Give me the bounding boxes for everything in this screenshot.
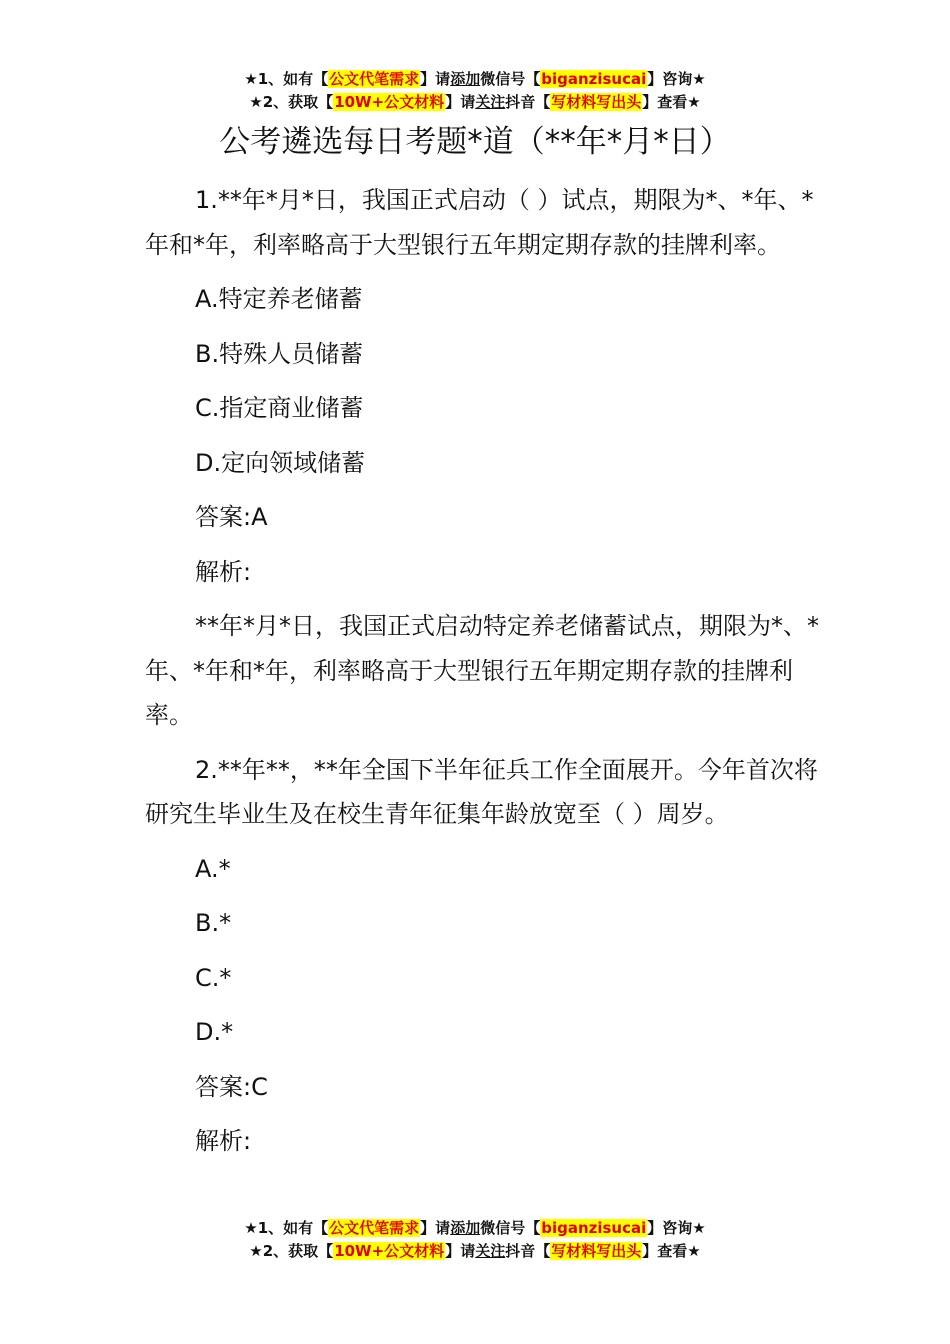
option-d: D.* <box>195 1018 234 1046</box>
option-c: C.* <box>195 963 232 992</box>
banner-text: 】请 <box>445 93 476 111</box>
banner-text: ★1、如有【 <box>244 70 329 88</box>
header-banner <box>0 68 950 114</box>
banner-text: 微信号【 <box>480 70 541 88</box>
answer: 答案:C <box>195 1072 268 1101</box>
banner-line-1 <box>0 1217 950 1240</box>
banner-highlight: 写材料写出头 <box>551 93 642 111</box>
banner-highlight: 10W+公文材料 <box>334 1242 445 1260</box>
banner-text: ★2、获取【 <box>249 93 334 111</box>
banner-text: 微信号【 <box>480 1219 541 1237</box>
banner-highlight: biganzisucai <box>541 70 647 88</box>
question-stem: 2.**年**，**年全国下半年征兵工作全面展开。今年首次将研究生毕业生及在校生青年征集年龄放宽至（ ）周岁。 <box>145 755 818 828</box>
analysis-label: 解析: <box>195 1127 252 1155</box>
banner-underlined: 添加 <box>450 1219 481 1237</box>
banner-text: 】请 <box>420 70 451 88</box>
banner-line-2 <box>0 91 950 114</box>
banner-text: ★2、获取【 <box>249 1242 334 1260</box>
banner-text: 抖音【 <box>505 93 551 111</box>
banner-line-2 <box>0 1240 950 1263</box>
banner-highlight: 公文代笔需求 <box>329 70 420 88</box>
option-d: D.定向领域储蓄 <box>195 448 366 477</box>
banner-text: 】查看★ <box>642 1242 701 1260</box>
banner-text: 】请 <box>445 1242 476 1260</box>
banner-highlight: 公文代笔需求 <box>329 1219 420 1237</box>
banner-text: 】咨询★ <box>647 1219 706 1237</box>
banner-line-1 <box>0 68 950 91</box>
analysis-label: 解析: <box>195 557 252 586</box>
banner-underlined: 关注 <box>475 1242 506 1260</box>
banner-underlined: 关注 <box>475 93 506 111</box>
analysis-text: **年*月*日，我国正式启动特定养老储蓄试点，期限为*、*年、*年和*年，利率略高于大型银行五年期定期存款的挂牌利率。 <box>145 612 819 729</box>
banner-text: ★1、如有【 <box>244 1219 329 1237</box>
option-a: A.* <box>195 854 231 883</box>
banner-highlight: 写材料写出头 <box>551 1242 642 1260</box>
document-body <box>145 178 825 1174</box>
answer: 答案:A <box>195 503 268 531</box>
banner-text: 】查看★ <box>642 93 701 111</box>
option-a: A.特定养老储蓄 <box>195 285 363 313</box>
banner-highlight: biganzisucai <box>541 1219 647 1237</box>
page-title: 公考遴选每日考题*道（**年*月*日） <box>219 124 731 160</box>
banner-highlight: 10W+公文材料 <box>334 93 445 111</box>
banner-text: 】咨询★ <box>647 70 706 88</box>
question-stem: 1.**年*月*日，我国正式启动（ ）试点，期限为*、*年、*年和*年，利率略高于大型银行五年期定期存款的挂牌利率。 <box>145 186 814 259</box>
option-b: B.特殊人员储蓄 <box>195 339 364 368</box>
banner-text: 抖音【 <box>505 1242 551 1260</box>
option-b: B.* <box>195 909 232 937</box>
banner-underlined: 添加 <box>450 70 481 88</box>
banner-text: 】请 <box>420 1219 451 1237</box>
footer-banner <box>0 1217 950 1263</box>
option-c: C.指定商业储蓄 <box>195 394 364 422</box>
